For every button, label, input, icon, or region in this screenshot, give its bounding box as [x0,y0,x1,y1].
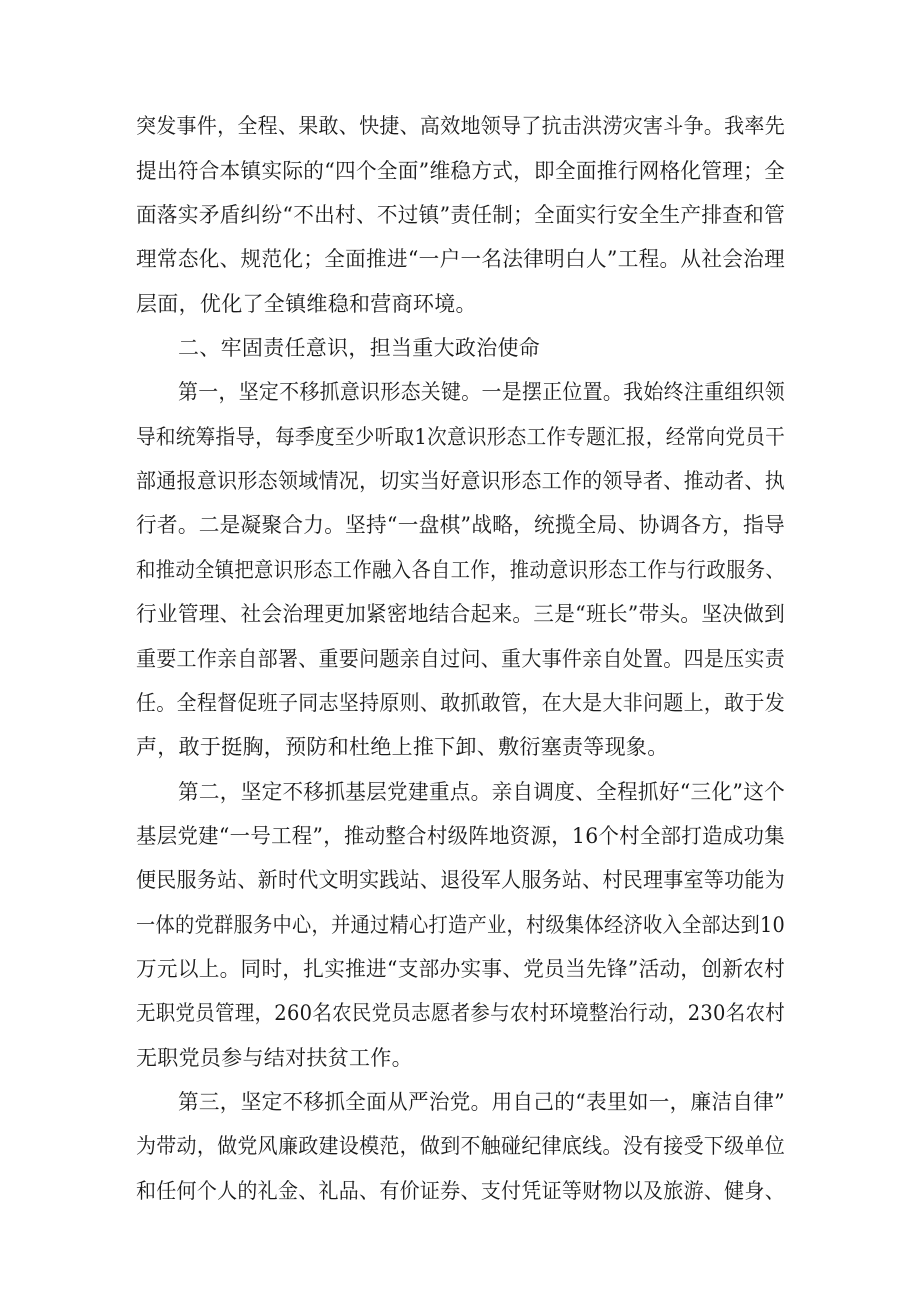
text-line-10-content: 行者。二是凝聚合力。坚持“一盘棋”战略，统揽全局、协调各方，指导 [136,513,785,537]
text-line-22-content: 无职党员参与结对扶贫工作。 [136,1046,413,1070]
text-line-1-content: 突发事件，全程、果敢、快捷、高效地领导了抗击洪涝灾害斗争。我率先 [136,114,785,138]
text-line-24 [0,1126,920,1166]
text-line-19-content: 一体的党群服务中心，并通过精心打造产业，村级集体经济收入全部达到10 [136,913,785,937]
text-line-25 [0,1171,920,1211]
text-line-4 [0,239,920,279]
text-line-13-content: 重要工作亲自部署、重要问题亲自过问、重大事件亲自处置。四是压实责 [136,647,785,671]
text-line-20 [0,949,920,989]
text-line-2-content: 提出符合本镇实际的“四个全面”维稳方式，即全面推行网格化管理；全 [136,159,785,183]
text-line-5-content: 层面，优化了全镇维稳和营商环境。 [136,292,477,316]
section-heading-content: 二、牢固责任意识，担当重大政治使命 [178,336,541,360]
text-line-2 [0,151,920,191]
text-line-9-content: 部通报意识形态领域情况，切实当好意识形态工作的领导者、推动者、执 [136,469,785,493]
section-heading [0,328,920,368]
text-line-21 [0,993,920,1033]
text-line-25-content: 和任何个人的礼金、礼品、有价证券、支付凭证等财物以及旅游、健身、 [136,1179,785,1203]
text-line-15 [0,727,920,767]
text-line-17-content: 基层党建“一号工程”，推动整合村级阵地资源，16个村全部打造成功集 [136,824,785,848]
text-line-18 [0,860,920,900]
text-line-21-content: 无职党员管理，260名农民党员志愿者参与农村环境整治行动，230名农村 [136,1001,785,1025]
text-line-11-content: 和推动全镇把意识形态工作融入各自工作，推动意识形态工作与行政服务、 [136,558,785,582]
text-line-13 [0,639,920,679]
text-line-9 [0,461,920,501]
text-line-7-content: 第一，坚定不移抓意识形态关键。一是摆正位置。我始终注重组织领 [178,380,785,404]
text-line-20-content: 万元以上。同时，扎实推进“支部办实事、党员当先锋”活动，创新农村 [136,957,785,981]
text-line-22 [0,1038,920,1078]
text-line-7 [0,372,920,412]
text-line-4-content: 理常态化、规范化；全面推进“一户一名法律明白人”工程。从社会治理 [136,247,785,271]
text-line-5 [0,284,920,324]
text-line-12-content: 行业管理、社会治理更加紧密地结合起来。三是“班长”带头。坚决做到 [136,602,785,626]
text-line-14 [0,683,920,723]
text-line-15-content: 声，敢于挺胸，预防和杜绝上推下卸、敷衍塞责等现象。 [136,735,669,759]
text-line-14-content: 任。全程督促班子同志坚持原则、敢抓敢管，在大是大非问题上，敢于发 [136,691,785,715]
text-line-12 [0,594,920,634]
text-line-8 [0,417,920,457]
text-line-3-content: 面落实矛盾纠纷“不出村、不过镇”责任制；全面实行安全生产排查和管 [136,203,785,227]
text-line-16-content: 第二，坚定不移抓基层党建重点。亲自调度、全程抓好“三化”这个 [178,780,785,804]
text-line-1 [0,106,920,146]
text-line-3 [0,195,920,235]
text-line-16 [0,772,920,812]
text-line-11 [0,550,920,590]
text-line-19 [0,905,920,945]
text-line-18-content: 便民服务站、新时代文明实践站、退役军人服务站、村民理事室等功能为 [136,868,785,892]
text-line-17 [0,816,920,856]
text-line-10 [0,505,920,545]
text-line-24-content: 为带动，做党风廉政建设模范，做到不触碰纪律底线。没有接受下级单位 [136,1134,785,1158]
text-line-23-content: 第三，坚定不移抓全面从严治党。用自己的“表里如一，廉洁自律” [178,1090,785,1114]
text-line-23 [0,1082,920,1122]
text-line-8-content: 导和统筹指导，每季度至少听取1次意识形态工作专题汇报，经常向党员干 [136,425,785,449]
